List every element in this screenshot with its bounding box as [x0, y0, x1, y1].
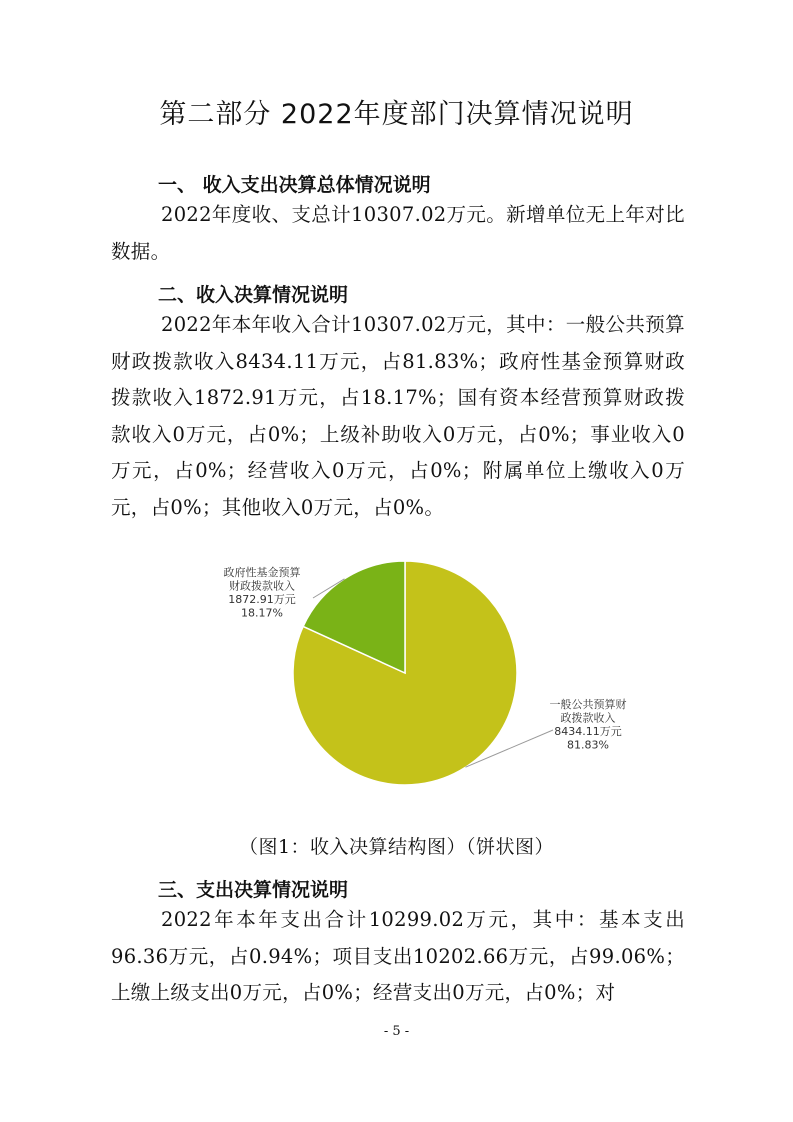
income-pie-chart: [200, 548, 670, 828]
page-number: - 5 -: [383, 1024, 410, 1039]
section-1-heading: 一、 收入支出决算总体情况说明: [158, 174, 431, 196]
figure-caption: （图1：收入决算结构图）（饼状图）: [238, 836, 555, 858]
pie-label-2: 政府性基金预算财政拨款收入 1872.91万元 18.17%: [223, 566, 301, 620]
section-1-body: 2022年度收、支总计10307.02万元。新增单位无上年对比数据。: [111, 203, 685, 263]
section-3-body: 2022年本年支出合计10299.02万元，其中：基本支出96.36万元，占0.94%；项目支出10202.66万元，占99.06%；上缴上级支出0万元，占0%；经营支出0万元，占0%；对: [111, 908, 685, 1004]
section-3-heading: 三、支出决算情况说明: [158, 879, 349, 901]
section-2-body: 2022年本年收入合计10307.02万元，其中：一般公共预算财政拨款收入8434.11万元，占81.83%；政府性基金预算财政拨款收入1872.91万元，占18.17%；国有资本经营预算财政拨款收入0万元，占0%；上级补助收入0万元，占0%；事业收入0万元，占0%；经营收入0万元，占0%；附属单位上缴收入0万元，占0%；其他收入0万元，占0%。: [111, 313, 685, 519]
section-2-heading: 二、收入决算情况说明: [158, 284, 349, 306]
pie-label-1: 一般公共预算财政拨款收入 8434.11万元 81.83%: [549, 698, 627, 752]
page-title: 第二部分 2022年度部门决算情况说明: [159, 99, 634, 130]
